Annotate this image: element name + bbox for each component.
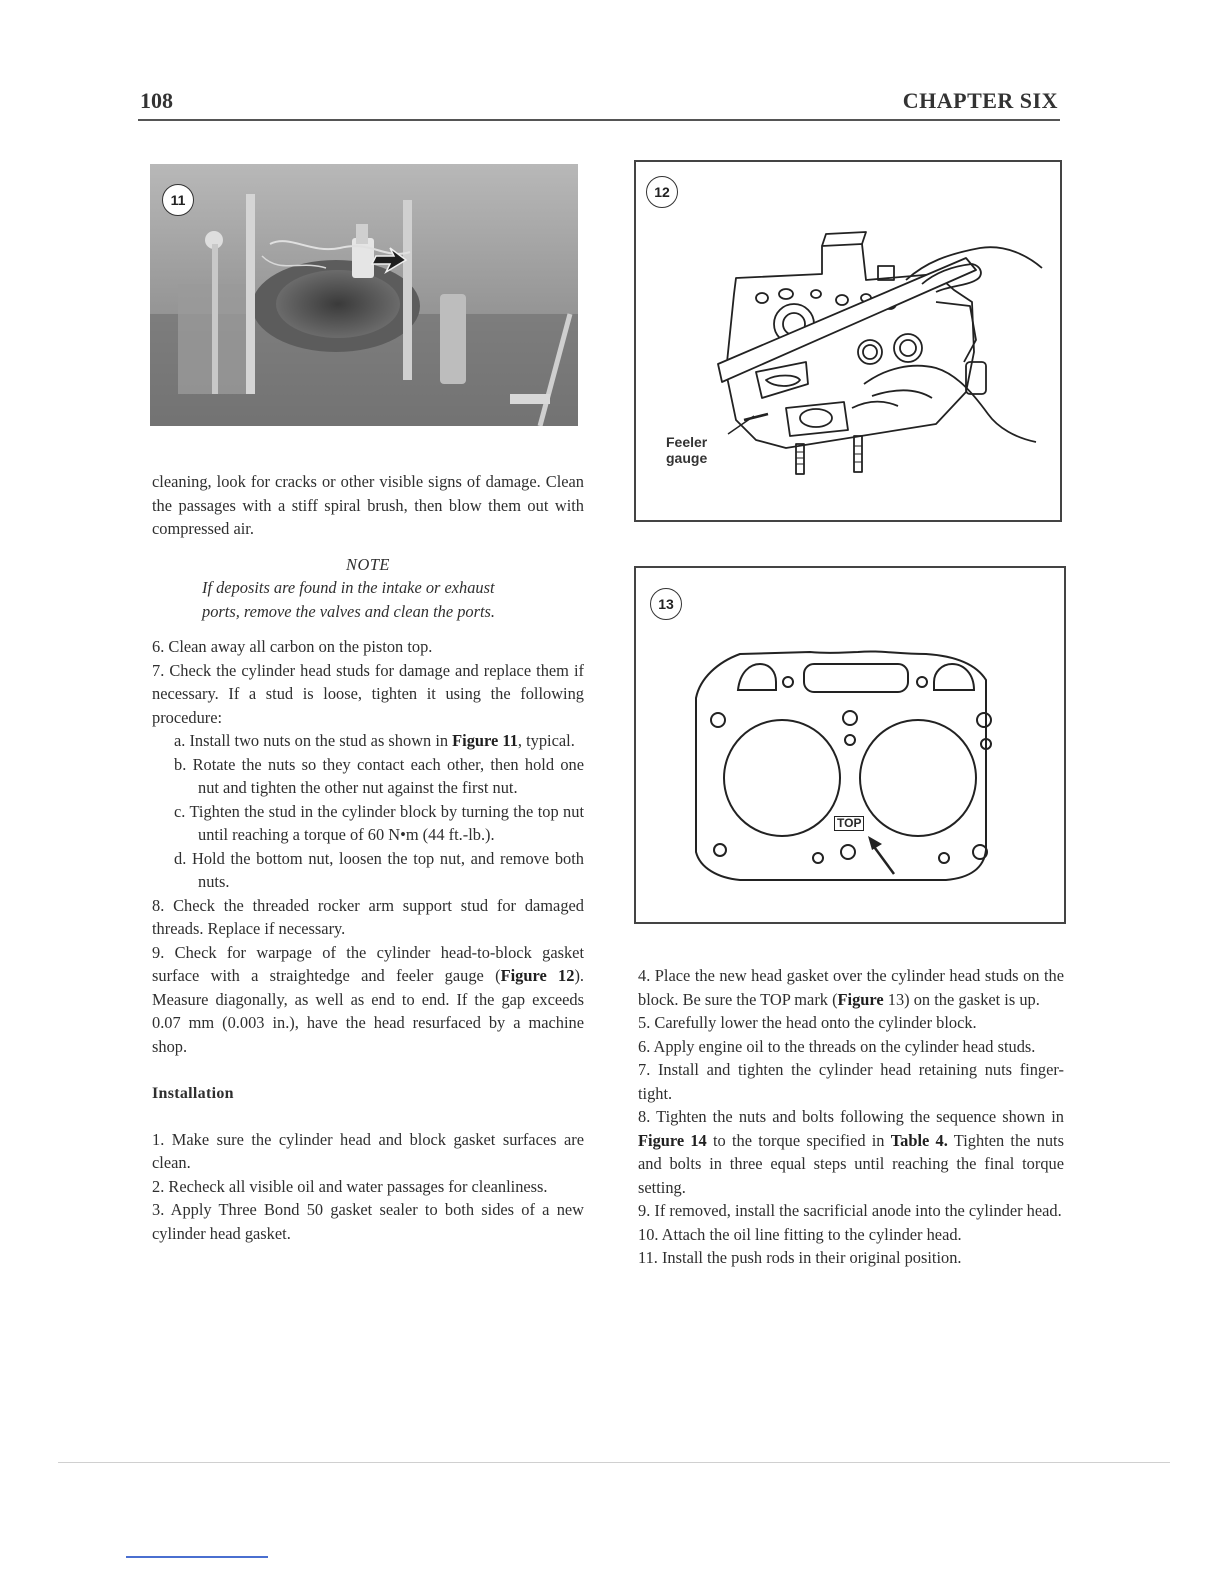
left-column — [152, 470, 584, 1245]
header-rule — [138, 119, 1060, 121]
intro-paragraph: cleaning, look for cracks or other visible signs of damage. Clean the passages with a stiff spiral brush, then blow them out with compressed air. — [152, 472, 584, 538]
install-step-10: 10. Attach the oil line fitting to the cylinder head. — [638, 1224, 962, 1244]
step-7a-tail: , typical. — [517, 731, 575, 750]
right-column — [638, 964, 1064, 1270]
top-mark-label: TOP — [834, 816, 864, 831]
figure-12-badge: 12 — [646, 176, 678, 208]
install-step-8-tail: Tighten the nuts and bolts in three equal steps until reaching the final torque setting. — [638, 1130, 1064, 1197]
feeler-label-line1: Feeler — [666, 434, 708, 450]
table-4-reference: Table 4. — [890, 1130, 948, 1150]
step-7a-text: a. Install two nuts on the stud as shown in — [174, 731, 453, 750]
install-step-8-mid: to the torque specified in — [706, 1130, 891, 1150]
step-6: 6. Clean away all carbon on the piston top. — [152, 637, 433, 656]
figure-13 — [634, 566, 1066, 924]
engine-photo-illustration — [150, 164, 578, 426]
install-step-9: 9. If removed, install the sacrificial anode into the cylinder head. — [638, 1201, 1062, 1220]
step-9 — [152, 941, 584, 1059]
footer-rule — [58, 1462, 1170, 1463]
step-8: 8. Check the threaded rocker arm support stud for damaged threads. Replace if necessary. — [152, 895, 584, 938]
installation-heading: Installation — [152, 1085, 234, 1102]
step-7a — [174, 729, 584, 753]
install-step-6: 6. Apply engine oil to the threads on the cylinder head studs. — [638, 1036, 1036, 1056]
step-7c: c. Tighten the stud in the cylinder block by turning the top nut until reaching a torque of 60 N•m (44 ft.-lb.). — [174, 801, 584, 844]
install-step-4-tail: 13) on the gasket is up. — [883, 989, 1040, 1009]
install-step-8 — [638, 1105, 1064, 1199]
feeler-label-line2: gauge — [666, 450, 708, 466]
figure-11-photo — [150, 164, 578, 426]
chapter-title: CHAPTER SIX — [902, 88, 1058, 113]
install-step-3: 3. Apply Three Bond 50 gasket sealer to both sides of a new cylinder head gasket. — [152, 1200, 584, 1243]
install-step-7: 7. Install and tighten the cylinder head retaining nuts finger-tight. — [638, 1060, 1064, 1103]
step-9-tail: ). Measure diagonally, as well as end to end. If the gap exceeds 0.07 mm (0.003 in.), have the head resurfaced by a machine shop. — [152, 966, 584, 1056]
figure-12 — [634, 160, 1062, 522]
note-title: NOTE — [346, 554, 390, 574]
figure-13-reference: Figure — [837, 989, 884, 1009]
scan-edge-mark — [126, 1556, 268, 1558]
install-step-1: 1. Make sure the cylinder head and block gasket surfaces are clean. — [152, 1129, 584, 1172]
cylinder-head-drawing — [636, 162, 1060, 520]
figure-11-badge: 11 — [162, 184, 194, 216]
install-step-5: 5. Carefully lower the head onto the cylinder block. — [638, 1013, 977, 1032]
step-9-text: 9. Check for warpage of the cylinder head-to-block gasket surface with a straightedge and feeler gauge ( — [152, 942, 584, 985]
page-number: 108 — [140, 88, 173, 113]
head-gasket-drawing — [636, 568, 1064, 922]
step-7b: b. Rotate the nuts so they contact each other, then hold one nut and tighten the other nut against the first nut. — [174, 754, 584, 797]
install-step-4 — [638, 964, 1064, 1011]
install-step-2: 2. Recheck all visible oil and water passages for cleanliness. — [152, 1176, 548, 1196]
figure-11-reference: Figure 11 — [452, 731, 518, 750]
figure-13-badge: 13 — [650, 588, 682, 620]
figure-14-reference: Figure 14 — [638, 1130, 707, 1150]
install-step-4-text: 4. Place the new head gasket over the cylinder head studs on the block. Be sure the TOP mark ( — [638, 966, 1064, 1009]
step-7d: d. Hold the bottom nut, loosen the top nut, and remove both nuts. — [174, 848, 584, 891]
install-step-11: 11. Install the push rods in their original position. — [638, 1248, 962, 1267]
step-7: 7. Check the cylinder head studs for damage and replace them if necessary. If a stud is loose, tighten it using the following procedure: — [152, 660, 584, 727]
figure-12-reference: Figure 12 — [500, 966, 575, 985]
note-body: If deposits are found in the intake or exhaust ports, remove the valves and clean the ports. — [202, 578, 495, 621]
install-step-8-text: 8. Tighten the nuts and bolts following the sequence shown in — [638, 1107, 1064, 1126]
